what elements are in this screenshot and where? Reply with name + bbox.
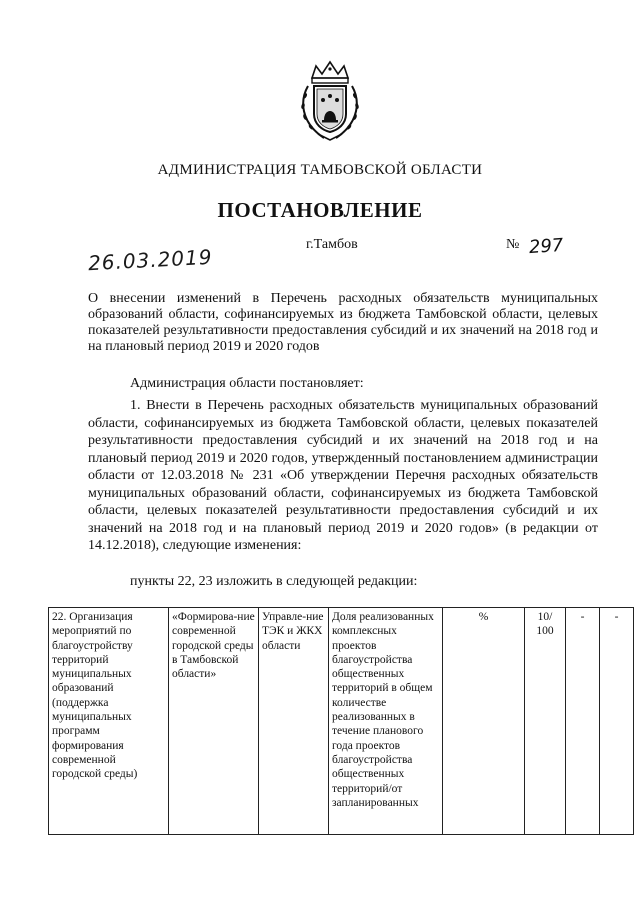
coat-of-arms-icon — [298, 60, 362, 142]
document-city: г.Тамбов — [306, 237, 358, 252]
cell-value-2018: 10/ 100 — [525, 608, 566, 835]
document-number: 297 — [528, 234, 565, 259]
preamble: Администрация области постановляет: — [130, 376, 364, 391]
table-row — [49, 608, 634, 835]
cell-value-2020: - — [600, 608, 634, 835]
cell-obligation: 22. Организация мероприятий по благоустройству территорий муниципальных образований (поддержка муниципальных программ формирования современной городской среды) — [49, 608, 169, 835]
cell-unit: % — [443, 608, 525, 835]
cell-value-2019: - — [566, 608, 600, 835]
document-subject: О внесении изменений в Перечень расходных обязательств муниципальных образований области, софинансируемых из бюджета Тамбовской области, целевых показателей результативности предоставления субсидий и их значений на 2018 год и на плановый период 2019 и 2020 годов — [88, 291, 598, 354]
cell-program: «Формирова-ние современной городской среды в Тамбовской области» — [169, 608, 259, 835]
obligations-table — [48, 607, 634, 835]
cell-administrator: Управле-ние ТЭК и ЖКХ области — [259, 608, 329, 835]
document-date: 26.03.2019 — [87, 244, 214, 276]
instruction-line: пункты 22, 23 изложить в следующей редакции: — [130, 574, 418, 589]
document-number-label: № — [506, 237, 520, 252]
cell-indicator: Доля реализованных комплексных проектов благоустройства общественных территорий в общем количестве реализованных в течение планового года проектов благоустройства общественных территорий/от запланированных — [329, 608, 443, 835]
body-paragraph: 1. Внести в Перечень расходных обязательств муниципальных образований области, софинансируемых из бюджета Тамбовской области, целевых показателей результативности предоставления субсидий и их значений на 2018 год и на плановый период 2019 и 2020 годов, утвержденный постановлением администрации области от 12.03.2018 № 231 «Об утверждении Перечня расходных обязательств муниципальных образований области, софинансируемых из бюджета Тамбовской области, целевых показателей результативности предоставления субсидий и их значений на 2018 год и на плановый период 2019 и 2020 годов» (в редакции от 14.12.2018), следующие изменения: — [88, 398, 598, 553]
document-type: ПОСТАНОВЛЕНИЕ — [217, 198, 423, 222]
organization-name: АДМИНИСТРАЦИЯ ТАМБОВСКОЙ ОБЛАСТИ — [157, 162, 483, 178]
